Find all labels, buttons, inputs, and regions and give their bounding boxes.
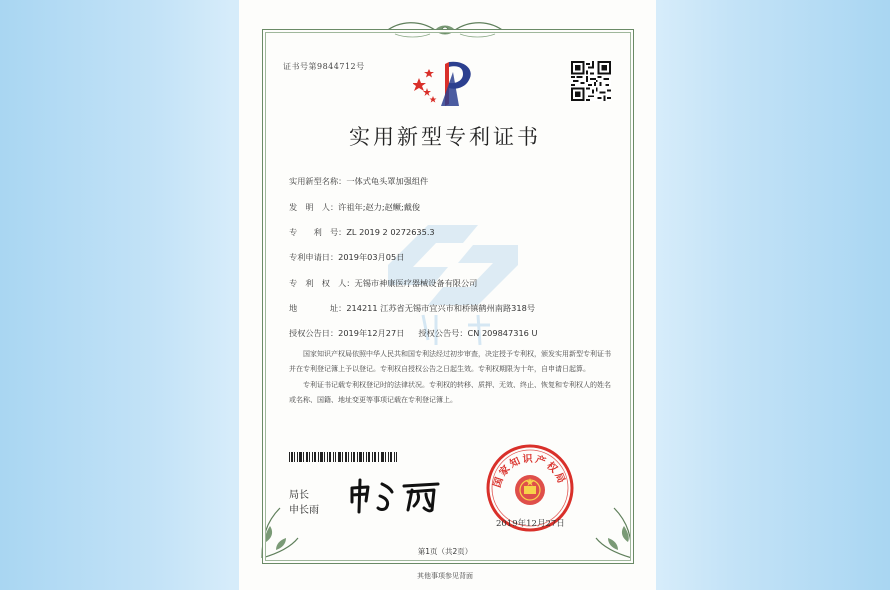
field-utility-model-name: 实用新型名称：一体式龟头罩加强组件 [289, 176, 429, 186]
certificate-paragraph-1: 国家知识产权局依照中华人民共和国专利法经过初步审查，决定授予专利权，颁发实用新型专利证书并在专利登记簿上予以登记。专利权自授权公告之日起生效。专利权期限为十年，自申请日起算。 [289, 350, 611, 373]
field-inventors: 发 明 人：许祖年;赵力;赵鳜;戴俊 [289, 202, 421, 212]
certificate-paragraph-2: 专利证书记载专利权登记时的法律状况。专利权的转移、质押、无效、终止、恢复和专利权人的姓名或名称、国籍、地址变更等事项记载在专利登记簿上。 [289, 381, 611, 404]
certificate-title: 实用新型专利证书 [349, 125, 541, 149]
field-patentee: 专 利 权 人：无锡市神康医疗器械设备有限公司 [289, 278, 478, 288]
field-grant-dates: 授权公告日：2019年12月27日 授权公告号：CN 209847316 U [289, 328, 538, 338]
field-address: 地 址：214211 江苏省无锡市宜兴市和桥镇鹤州南路318号 [289, 303, 536, 313]
svg-text:国家知识产权局: 国家知识产权局 [492, 453, 568, 490]
certificate-number: 证书号第9844712号 [283, 62, 365, 71]
cnipa-logo-icon [413, 58, 479, 108]
page-number: 第1页（共2页） [417, 547, 473, 556]
field-patent-number: 专 利 号：ZL 2019 2 0272635.3 [289, 227, 435, 237]
director-name: 申长雨 [289, 505, 319, 516]
director-signature-icon [346, 476, 446, 516]
field-application-date: 专利申请日：2019年03月05日 [289, 252, 405, 262]
seal-date: 2019年12月27日 [496, 519, 565, 529]
qr-code-icon [571, 61, 611, 101]
director-title: 局长 [289, 490, 309, 501]
barcode-icon [289, 452, 397, 462]
back-side-note: 其他事项参见背面 [417, 572, 473, 580]
